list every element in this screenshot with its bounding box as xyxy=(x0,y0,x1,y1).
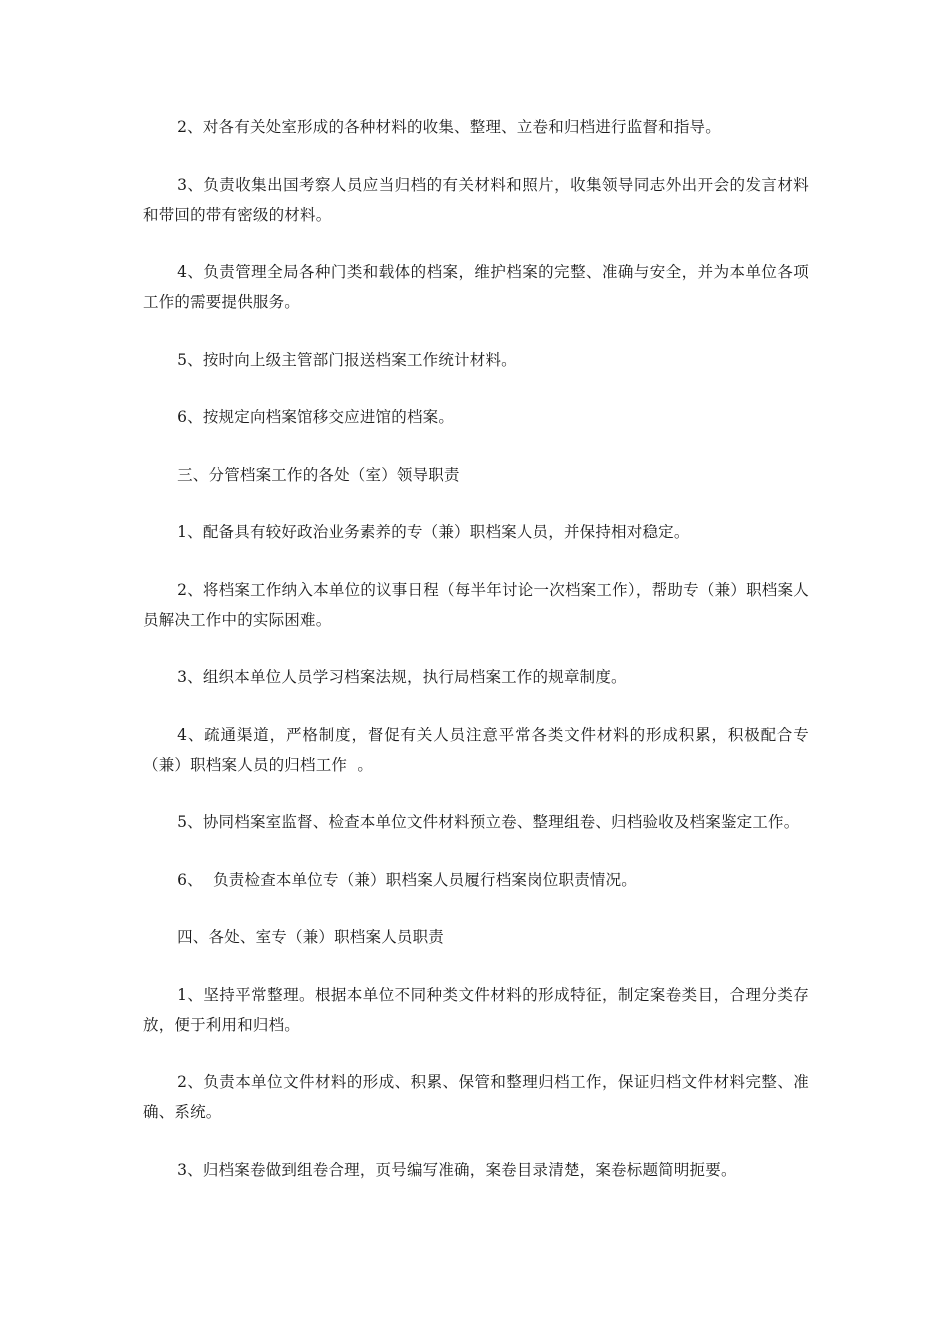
paragraph-supervision-inspection: 5、协同档案室监督、检查本单位文件材料预立卷、整理组卷、归档验收及档案鉴定工作。 xyxy=(177,813,800,831)
paragraph-study-regulations: 3、组织本单位人员学习档案法规，执行局档案工作的规章制度。 xyxy=(177,668,627,686)
section-heading-staff-duties: 四、各处、室专（兼）职档案人员职责 xyxy=(177,928,444,946)
paragraph-transfer-archives: 6、按规定向档案馆移交应进馆的档案。 xyxy=(177,408,455,426)
paragraph-manage-archives: 4、负责管理全局各种门类和载体的档案，维护档案的完整、准确与安全，并为本单位各项工作的需要提供服务。 xyxy=(143,263,809,311)
paragraph-check-staff-duties: 6、 负责检查本单位专（兼）职档案人员履行档案岗位职责情况。 xyxy=(177,870,638,889)
paragraph-agenda: 2、将档案工作纳入本单位的议事日程（每半年讨论一次档案工作），帮助专（兼）职档案人员解决工作中的实际困难。 xyxy=(143,580,809,629)
document-body xyxy=(143,112,809,1212)
paragraph-staff-allocation: 1、配备具有较好政治业务素养的专（兼）职档案人员，并保持相对稳定。 xyxy=(177,523,690,541)
paragraph-collect-overseas-materials: 3、负责收集出国考察人员应当归档的有关材料和照片，收集领导同志外出开会的发言材料和带回的带有密级的材料。 xyxy=(143,175,809,224)
section-heading-leader-duties: 三、分管档案工作的各处（室）领导职责 xyxy=(177,465,460,484)
paragraph-file-management: 2、负责本单位文件材料的形成、积累、保管和整理归档工作，保证归档文件材料完整、准确、系统。 xyxy=(143,1073,809,1121)
paragraph-channels: 4、疏通渠道，严格制度，督促有关人员注意平常各类文件材料的形成积累，积极配合专（兼）职档案人员的归档工作 。 xyxy=(143,725,809,774)
paragraph-routine-organizing: 1、坚持平常整理。根据本单位不同种类文件材料的形成特征，制定案卷类目，合理分类存放，便于利用和归档。 xyxy=(143,985,809,1034)
paragraph-report-statistics: 5、按时向上级主管部门报送档案工作统计材料。 xyxy=(177,350,517,369)
paragraph-file-volumes: 3、归档案卷做到组卷合理，页号编写准确，案卷目录清楚，案卷标题简明扼要。 xyxy=(177,1160,737,1179)
paragraph-archive-supervision: 2、对各有关处室形成的各种材料的收集、整理、立卷和归档进行监督和指导。 xyxy=(177,118,721,136)
